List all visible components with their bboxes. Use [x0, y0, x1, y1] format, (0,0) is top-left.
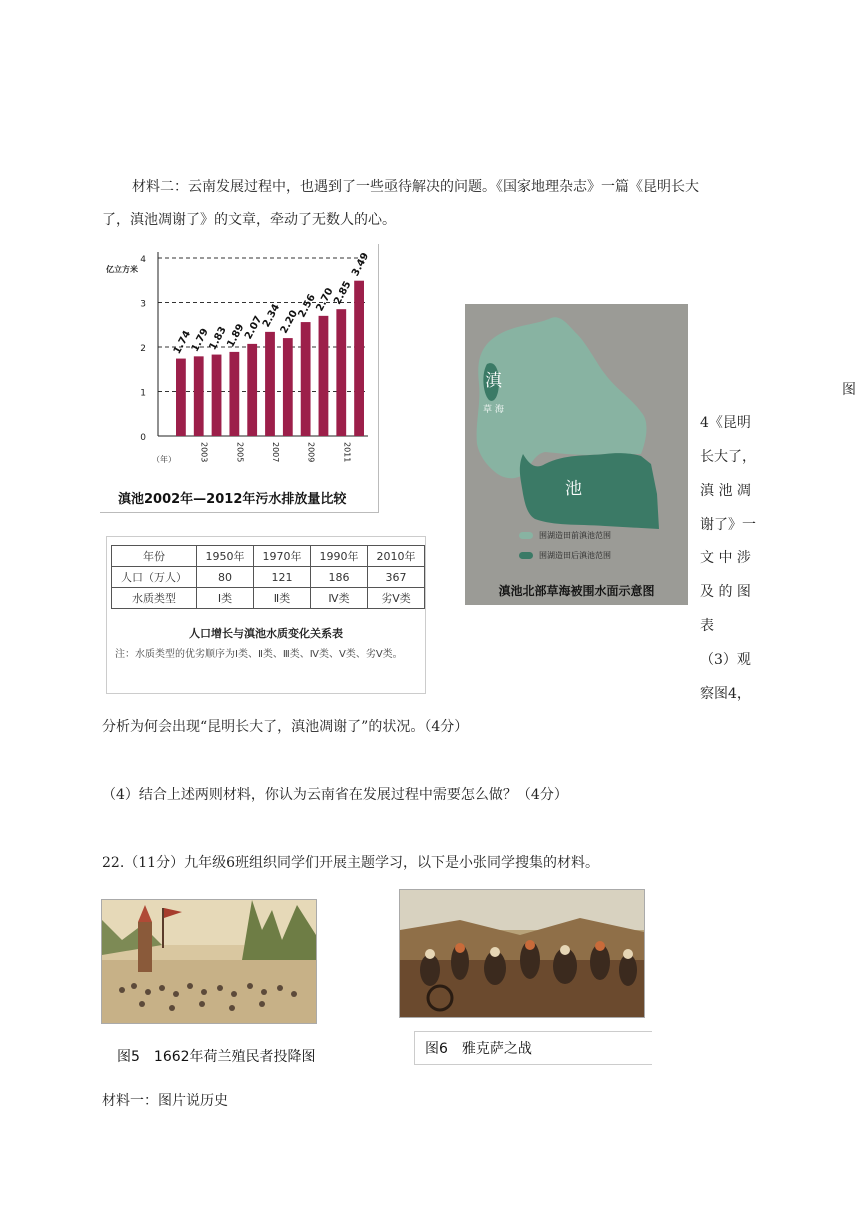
population-water-table-figure	[106, 536, 426, 694]
chart-data-label: 2.70	[314, 286, 336, 314]
side-text-line: 4《昆明	[700, 415, 751, 431]
chart-x-tick-label: 2003	[199, 442, 209, 463]
caohai-map	[465, 304, 688, 605]
fig6-painting-svg	[400, 890, 644, 1017]
chart-bar	[212, 355, 222, 436]
chart-y-axis-label: 亿立方米	[106, 265, 138, 274]
map-label-chi: 池	[565, 479, 582, 499]
table-cell: 186	[311, 567, 368, 588]
side-text-line: 滇 池 凋	[700, 483, 751, 499]
legend-after	[519, 550, 611, 561]
table-header-cell: 1970年	[254, 546, 311, 567]
table-row	[112, 567, 425, 588]
fig6-painting	[399, 889, 645, 1018]
chart-data-label: 2.56	[296, 292, 318, 320]
table-cell: Ⅱ类	[254, 588, 311, 609]
question-3-text: 分析为何会出现“昆明长大了，滇池凋谢了”的状况。（4分）	[102, 719, 469, 735]
chart-bar	[265, 332, 275, 436]
chart-data-label: 1.83	[207, 325, 229, 352]
side-text-line: 察图4，	[700, 686, 751, 702]
fig5-painting-svg	[102, 900, 316, 1023]
legend-label-before: 围湖造田前滇池范围	[539, 531, 611, 540]
chart-title: 滇池2002年—2012年污水排放量比较	[118, 492, 347, 507]
map-label-caohai: 草 海	[483, 405, 504, 415]
chart-data-label: 1.79	[189, 326, 211, 354]
table-header-cell: 1990年	[311, 546, 368, 567]
chart-data-label: 1.74	[171, 329, 194, 356]
table-row	[112, 588, 425, 609]
chart-bar	[354, 281, 364, 436]
table-cell: 劣Ⅴ类	[368, 588, 425, 609]
chart-bar	[336, 309, 346, 436]
table-cell: 367	[368, 567, 425, 588]
table-caption: 人口增长与滇池水质变化关系表	[189, 627, 343, 640]
fig5-painting	[101, 899, 317, 1024]
side-text-line: 及 的 图	[700, 584, 751, 600]
chart-data-label: 1.89	[225, 322, 247, 350]
chart-bar	[247, 344, 257, 436]
material2-line2: 了，滇池凋谢了》的文章，牵动了无数人的心。	[102, 212, 396, 228]
fig6-caption: 图6 雅克萨之战	[414, 1031, 652, 1065]
chart-y-tick-label: 2	[140, 344, 146, 354]
table-header-cell: 年份	[112, 546, 197, 567]
table-cell: 水质类型	[112, 588, 197, 609]
table-cell: 121	[254, 567, 311, 588]
material2-line1: 材料二：云南发展过程中，也遇到了一些亟待解决的问题。《国家地理杂志》一篇《昆明长大	[132, 179, 699, 195]
chart-y-tick-label: 0	[140, 433, 146, 443]
legend-swatch-before	[519, 532, 533, 539]
table-note: 注：水质类型的优劣顺序为Ⅰ类、Ⅱ类、Ⅲ类、Ⅳ类、Ⅴ类、劣Ⅴ类。	[115, 649, 403, 660]
chart-x-tick-label: 2005	[235, 442, 245, 463]
table-cell: Ⅰ类	[197, 588, 254, 609]
chart-bar	[229, 352, 239, 436]
side-text-line: 谢了》一	[700, 517, 756, 533]
table-header-row	[112, 546, 425, 567]
table-header-cell: 2010年	[368, 546, 425, 567]
chart-y-tick-label: 1	[140, 388, 146, 399]
chart-x-axis-label: （年）	[152, 455, 176, 464]
table-header-cell: 1950年	[197, 546, 254, 567]
chart-svg	[100, 244, 378, 512]
question-4-text: （4）结合上述两则材料，你认为云南省在发展过程中需要怎么做？（4分）	[102, 787, 568, 803]
chart-bar	[319, 316, 329, 436]
chart-x-tick-label: 2007	[271, 442, 280, 463]
side-text-line: 文 中 涉	[700, 550, 751, 566]
chart-y-tick-label: 3	[140, 299, 146, 310]
table-cell: 80	[197, 567, 254, 588]
material1-heading: 材料一：图片说历史	[102, 1093, 228, 1109]
chart-data-label: 2.34	[260, 302, 283, 330]
chart-bar	[283, 338, 293, 436]
chart-data-label: 2.20	[278, 308, 301, 336]
table-cell: Ⅳ类	[311, 588, 368, 609]
fig5-caption: 图5 1662年荷兰殖民者投降图	[117, 1049, 316, 1065]
side-text-line: 表	[700, 618, 714, 634]
side-text-line: （3）观	[700, 652, 751, 668]
lake-after-area	[520, 453, 659, 529]
chart-data-label: 2.85	[332, 279, 354, 307]
legend-before	[519, 530, 611, 541]
chart-bar	[194, 356, 204, 436]
table-cell: 人口（万人）	[112, 567, 197, 588]
chart-y-tick-label: 4	[140, 255, 146, 265]
chart-bar	[301, 322, 311, 436]
chart-data-label: 2.07	[243, 314, 265, 342]
legend-label-after: 围湖造田后滇池范围	[539, 551, 611, 560]
chart-x-tick-label: 2011	[342, 442, 352, 463]
chart-bar	[176, 359, 186, 436]
chart-data-label: 3.49	[350, 251, 372, 279]
map-label-dian: 滇	[485, 371, 502, 391]
legend-swatch-after	[519, 552, 533, 559]
map-caption: 滇池北部草海被围水面示意图	[498, 584, 655, 598]
chart-x-tick-label: 2009	[306, 442, 316, 463]
sewage-bar-chart	[100, 244, 379, 513]
side-text-line: 长大了，	[700, 449, 756, 465]
question-22-text: 22.（11分）九年级6班组织同学们开展主题学习，以下是小张同学搜集的材料。	[102, 855, 599, 871]
population-water-table	[111, 545, 425, 609]
side-text-fig: 图	[842, 382, 856, 398]
